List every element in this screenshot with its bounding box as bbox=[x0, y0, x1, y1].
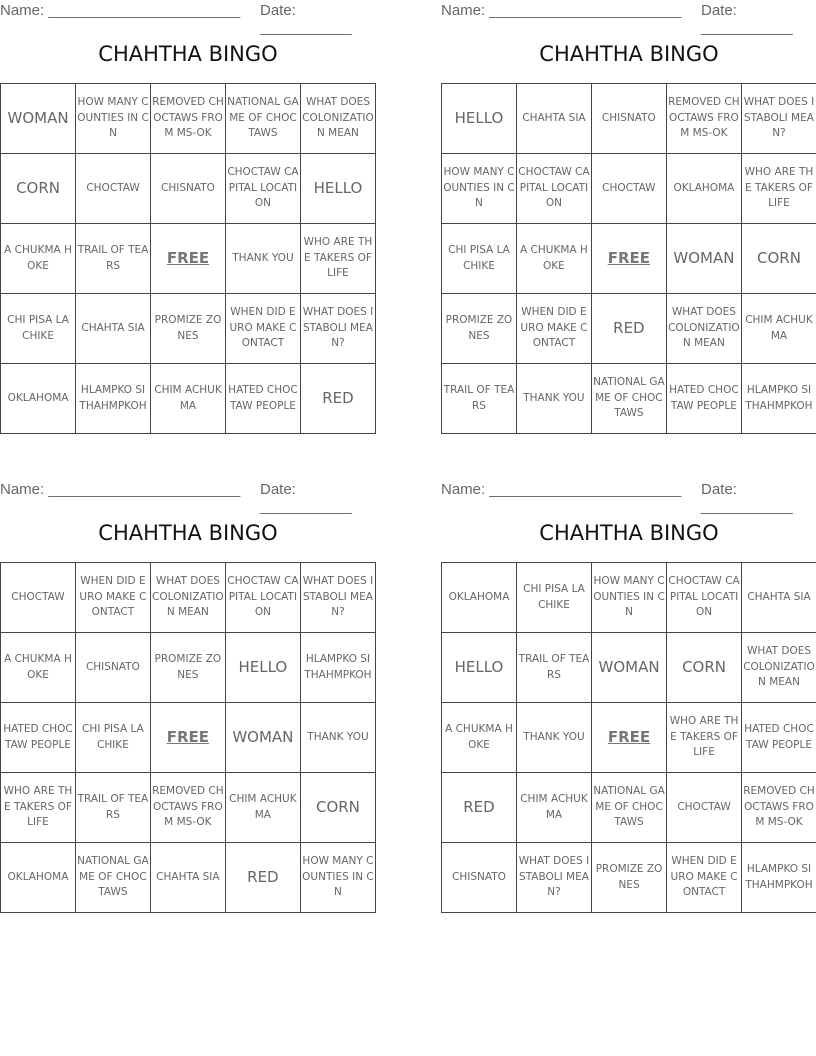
date-field: Date: ___________ bbox=[701, 481, 793, 515]
bingo-cell: CHOCTAW bbox=[667, 773, 742, 843]
bingo-cell: WHO ARE THE TAKERS OF LIFE bbox=[300, 224, 375, 294]
card-header bbox=[441, 479, 816, 515]
bingo-cell: CHOCTAW bbox=[76, 154, 151, 224]
bingo-cell: WHO ARE THE TAKERS OF LIFE bbox=[1, 773, 76, 843]
bingo-cell: WOMAN bbox=[225, 703, 300, 773]
bingo-cell: CHIM ACHUKMA bbox=[516, 773, 591, 843]
bingo-cell: HOW MANY COUNTIES IN CN bbox=[442, 154, 517, 224]
bingo-cell: PROMIZE ZONES bbox=[442, 294, 517, 364]
bingo-cell: RED bbox=[225, 843, 300, 913]
bingo-row bbox=[442, 84, 816, 154]
bingo-row bbox=[442, 294, 816, 364]
bingo-cell: CHI PISA LA CHIKE bbox=[1, 294, 76, 364]
bingo-cell: REMOVED CHOCTAWS FROM MS-OK bbox=[742, 773, 816, 843]
bingo-cell: THANK YOU bbox=[300, 703, 375, 773]
bingo-card bbox=[0, 479, 376, 919]
bingo-grid bbox=[441, 83, 816, 434]
bingo-cell: HOW MANY COUNTIES IN CN bbox=[592, 563, 667, 633]
bingo-cell: OKLAHOMA bbox=[666, 154, 741, 224]
bingo-cell: CHAHTA SIA bbox=[150, 843, 225, 913]
bingo-cell: HELLO bbox=[442, 633, 517, 703]
bingo-cell: CHIM ACHUKMA bbox=[741, 294, 816, 364]
bingo-row bbox=[442, 773, 816, 843]
bingo-cell: PROMIZE ZONES bbox=[151, 294, 226, 364]
bingo-cell: TRAIL OF TEARS bbox=[442, 364, 517, 434]
bingo-cell: PROMIZE ZONES bbox=[592, 843, 667, 913]
bingo-cell: WHAT DOES ISTABOLI MEAN? bbox=[300, 294, 375, 364]
bingo-cell: WHO ARE THE TAKERS OF LIFE bbox=[741, 154, 816, 224]
bingo-cell: A CHUKMA HOKE bbox=[516, 224, 591, 294]
bingo-row bbox=[1, 224, 376, 294]
bingo-cell: HOW MANY COUNTIES IN CN bbox=[76, 84, 151, 154]
bingo-cell: A CHUKMA HOKE bbox=[442, 703, 517, 773]
bingo-row bbox=[442, 843, 816, 913]
card-header bbox=[0, 0, 376, 36]
bingo-cell: WHAT DOES COLONIZATION MEAN bbox=[300, 84, 375, 154]
bingo-cell: THANK YOU bbox=[516, 364, 591, 434]
bingo-cell: CHAHTA SIA bbox=[742, 563, 816, 633]
bingo-cell: NATIONAL GAME OF CHOCTAWS bbox=[75, 843, 150, 913]
card-header bbox=[0, 479, 376, 515]
bingo-cell: CHOCTAW CAPITAL LOCATION bbox=[667, 563, 742, 633]
bingo-cell: A CHUKMA HOKE bbox=[1, 224, 76, 294]
bingo-cell: THANK YOU bbox=[516, 703, 591, 773]
bingo-cell: HELLO bbox=[225, 633, 300, 703]
card-header bbox=[441, 0, 816, 36]
bingo-cell: CORN bbox=[300, 773, 375, 843]
bingo-cell: OKLAHOMA bbox=[442, 563, 517, 633]
bingo-cell: CHISNATO bbox=[591, 84, 666, 154]
bingo-cell: REMOVED CHOCTAWS FROM MS-OK bbox=[151, 84, 226, 154]
bingo-cell: WHEN DID EURO MAKE CONTACT bbox=[516, 294, 591, 364]
date-field: Date: ___________ bbox=[260, 2, 352, 36]
bingo-cell: HELLO bbox=[442, 84, 517, 154]
bingo-cell: WHAT DOES ISTABOLI MEAN? bbox=[741, 84, 816, 154]
bingo-cell: TRAIL OF TEARS bbox=[76, 224, 151, 294]
bingo-cell: CHAHTA SIA bbox=[76, 294, 151, 364]
bingo-row bbox=[442, 563, 816, 633]
bingo-cell: CHAHTA SIA bbox=[516, 84, 591, 154]
card-title: CHAHTHA BINGO bbox=[98, 42, 278, 66]
bingo-grid bbox=[0, 83, 376, 434]
bingo-cell: HATED CHOCTAW PEOPLE bbox=[666, 364, 741, 434]
bingo-cell: REMOVED CHOCTAWS FROM MS-OK bbox=[150, 773, 225, 843]
card-title: CHAHTHA BINGO bbox=[539, 42, 719, 66]
bingo-cell: HOW MANY COUNTIES IN CN bbox=[300, 843, 375, 913]
bingo-cell: WOMAN bbox=[666, 224, 741, 294]
bingo-row bbox=[442, 364, 816, 434]
bingo-row bbox=[442, 633, 816, 703]
bingo-cell: RED bbox=[591, 294, 666, 364]
bingo-cell: CHOCTAW CAPITAL LOCATION bbox=[225, 154, 300, 224]
bingo-cell: CHOCTAW bbox=[591, 154, 666, 224]
bingo-cell: WHEN DID EURO MAKE CONTACT bbox=[75, 563, 150, 633]
bingo-cell: WHAT DOES COLONIZATION MEAN bbox=[666, 294, 741, 364]
bingo-row bbox=[442, 154, 816, 224]
bingo-cell: THANK YOU bbox=[225, 224, 300, 294]
bingo-cell: WOMAN bbox=[592, 633, 667, 703]
bingo-cell: CORN bbox=[1, 154, 76, 224]
bingo-grid bbox=[441, 562, 816, 913]
bingo-cell: REMOVED CHOCTAWS FROM MS-OK bbox=[666, 84, 741, 154]
bingo-row bbox=[1, 773, 376, 843]
card-title: CHAHTHA BINGO bbox=[539, 521, 719, 545]
bingo-cell: CHISNATO bbox=[75, 633, 150, 703]
bingo-cell: A CHUKMA HOKE bbox=[1, 633, 76, 703]
free-space: FREE bbox=[151, 224, 226, 294]
bingo-card bbox=[441, 0, 816, 440]
bingo-row bbox=[1, 294, 376, 364]
bingo-cell: CHI PISA LA CHIKE bbox=[75, 703, 150, 773]
bingo-cell: HLAMPKO SI THAHMPKOH bbox=[742, 843, 816, 913]
bingo-cell: OKLAHOMA bbox=[1, 364, 76, 434]
bingo-cell: CHIM ACHUKMA bbox=[225, 773, 300, 843]
bingo-cell: TRAIL OF TEARS bbox=[516, 633, 591, 703]
bingo-row bbox=[1, 843, 376, 913]
free-space: FREE bbox=[150, 703, 225, 773]
free-space: FREE bbox=[592, 703, 667, 773]
bingo-cell: HLAMPKO SI THAHMPKOH bbox=[741, 364, 816, 434]
bingo-cell: HLAMPKO SI THAHMPKOH bbox=[300, 633, 375, 703]
bingo-cell: CHOCTAW CAPITAL LOCATION bbox=[225, 563, 300, 633]
bingo-row bbox=[1, 364, 376, 434]
bingo-cell: CORN bbox=[667, 633, 742, 703]
bingo-cell: NATIONAL GAME OF CHOCTAWS bbox=[225, 84, 300, 154]
bingo-cell: WHEN DID EURO MAKE CONTACT bbox=[667, 843, 742, 913]
bingo-grid bbox=[0, 562, 376, 913]
bingo-cell: WHAT DOES ISTABOLI MEAN? bbox=[300, 563, 375, 633]
bingo-cell: HELLO bbox=[300, 154, 375, 224]
bingo-cell: PROMIZE ZONES bbox=[150, 633, 225, 703]
bingo-row bbox=[442, 703, 816, 773]
bingo-cell: WOMAN bbox=[1, 84, 76, 154]
bingo-cell: CHOCTAW CAPITAL LOCATION bbox=[516, 154, 591, 224]
date-field: Date: ___________ bbox=[260, 481, 352, 515]
bingo-cell: CHISNATO bbox=[151, 154, 226, 224]
bingo-cell: OKLAHOMA bbox=[1, 843, 76, 913]
bingo-cell: HLAMPKO SI THAHMPKOH bbox=[76, 364, 151, 434]
bingo-cell: CHOCTAW bbox=[1, 563, 76, 633]
bingo-row bbox=[442, 224, 816, 294]
bingo-cell: CORN bbox=[741, 224, 816, 294]
bingo-cell: HATED CHOCTAW PEOPLE bbox=[225, 364, 300, 434]
name-field: Name: _______________________ bbox=[0, 481, 241, 498]
name-field: Name: _______________________ bbox=[441, 481, 682, 498]
bingo-cell: CHIM ACHUKMA bbox=[151, 364, 226, 434]
bingo-cell: WHO ARE THE TAKERS OF LIFE bbox=[667, 703, 742, 773]
free-space: FREE bbox=[591, 224, 666, 294]
bingo-cell: RED bbox=[442, 773, 517, 843]
bingo-cell: WHAT DOES ISTABOLI MEAN? bbox=[516, 843, 591, 913]
bingo-row bbox=[1, 633, 376, 703]
bingo-cell: CHI PISA LA CHIKE bbox=[516, 563, 591, 633]
bingo-card bbox=[441, 479, 816, 919]
name-field: Name: _______________________ bbox=[0, 2, 241, 19]
bingo-cell: NATIONAL GAME OF CHOCTAWS bbox=[592, 773, 667, 843]
bingo-cell: WHAT DOES COLONIZATION MEAN bbox=[742, 633, 816, 703]
bingo-cell: CHI PISA LA CHIKE bbox=[442, 224, 517, 294]
card-title: CHAHTHA BINGO bbox=[98, 521, 278, 545]
bingo-row bbox=[1, 563, 376, 633]
bingo-cell: CHISNATO bbox=[442, 843, 517, 913]
bingo-cell: HATED CHOCTAW PEOPLE bbox=[742, 703, 816, 773]
bingo-cell: WHAT DOES COLONIZATION MEAN bbox=[150, 563, 225, 633]
date-field: Date: ___________ bbox=[701, 2, 793, 36]
bingo-row bbox=[1, 154, 376, 224]
bingo-cell: WHEN DID EURO MAKE CONTACT bbox=[225, 294, 300, 364]
bingo-row bbox=[1, 84, 376, 154]
bingo-cell: HATED CHOCTAW PEOPLE bbox=[1, 703, 76, 773]
bingo-card bbox=[0, 0, 376, 440]
bingo-row bbox=[1, 703, 376, 773]
bingo-cell: RED bbox=[300, 364, 375, 434]
bingo-cell: NATIONAL GAME OF CHOCTAWS bbox=[591, 364, 666, 434]
bingo-cell: TRAIL OF TEARS bbox=[75, 773, 150, 843]
name-field: Name: _______________________ bbox=[441, 2, 682, 19]
